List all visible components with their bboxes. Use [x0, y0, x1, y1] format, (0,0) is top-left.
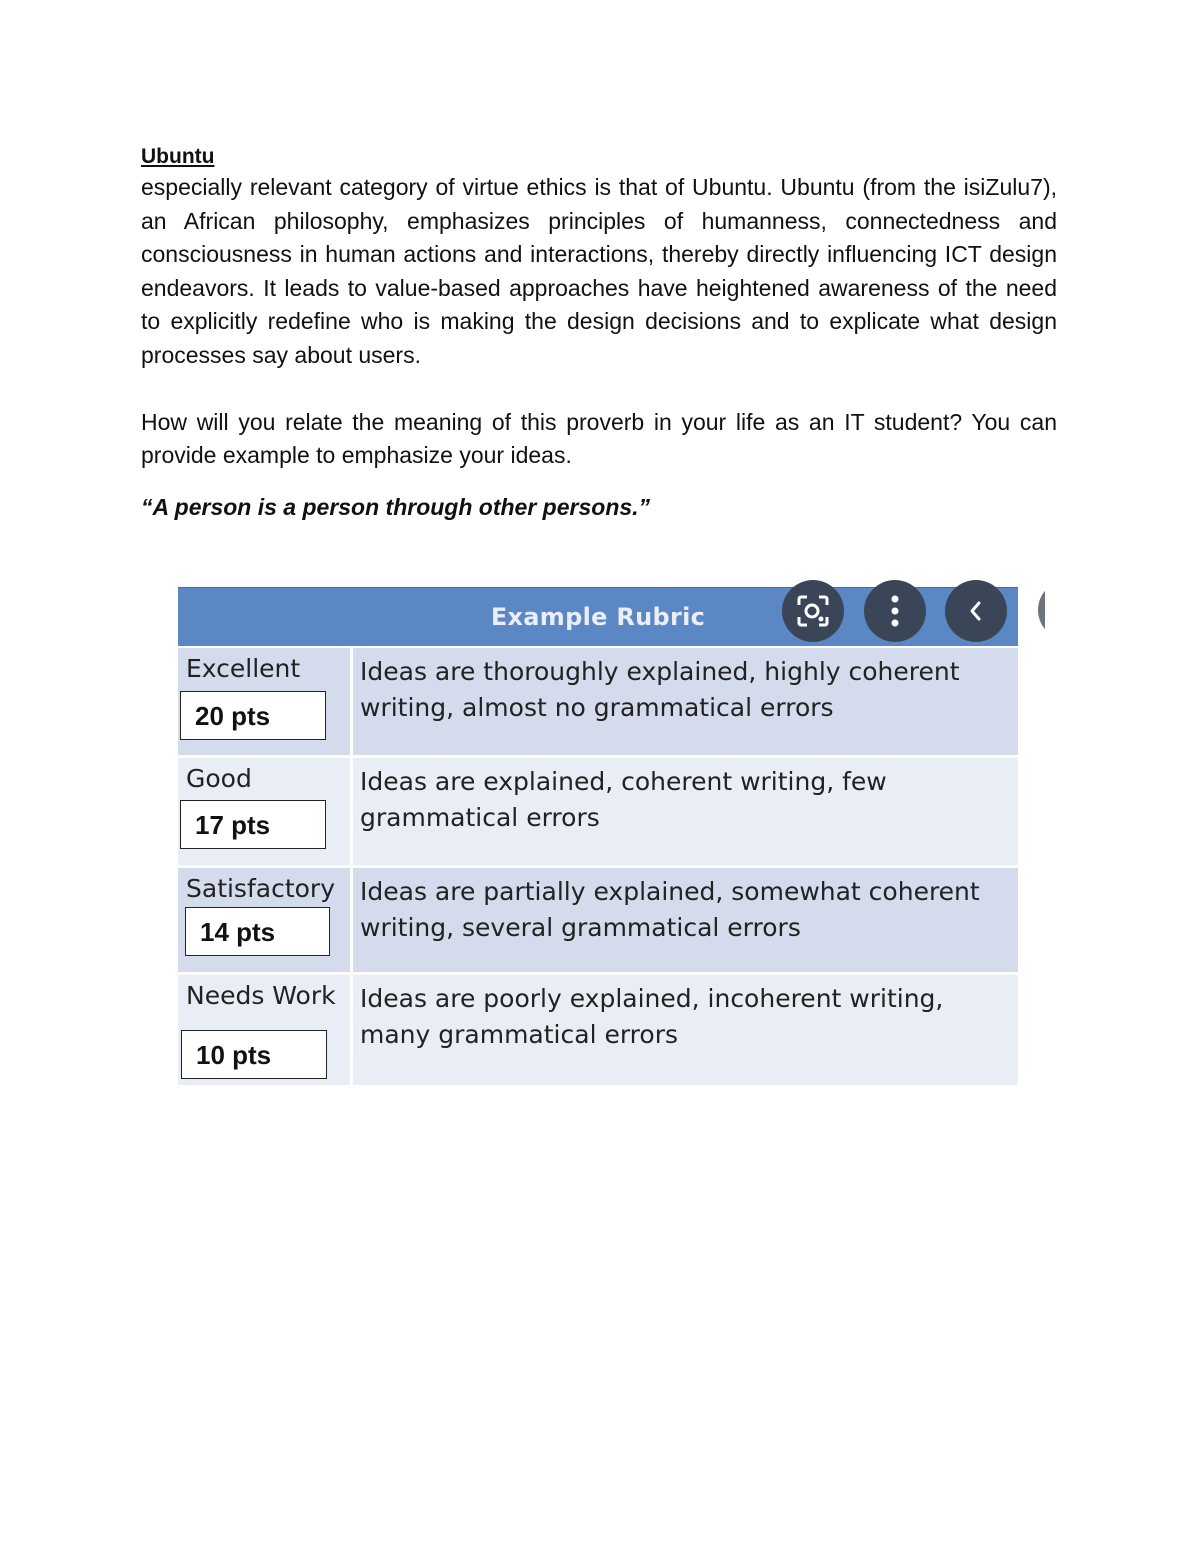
level-description: Ideas are partially explained, somewhat coherent writing, several grammatical errors: [360, 877, 980, 942]
question-paragraph: How will you relate the meaning of this proverb in your life as an IT student? You can provide example to emphasize your ideas.: [141, 408, 1057, 469]
lens-button[interactable]: [782, 580, 844, 642]
level-label: Satisfactory: [186, 874, 335, 903]
intro-paragraph: especially relevant category of virtue ethics is that of Ubuntu. Ubuntu (from the isiZulu7), an African philosophy, emphasizes principles of humanness, connectedness and consciousness in human actions and interactions, thereby directly influencing ICT design endeavors. It leads to value-based approaches have heightened awareness of the need to explicitly redefine who is making the design decisions and to explicate what design processes say about users.: [141, 174, 1057, 368]
back-button[interactable]: [945, 580, 1007, 642]
points-box: 10 pts: [181, 1030, 327, 1079]
proverb-quote: “A person is a person through other persons.”: [141, 493, 651, 520]
points-box: 14 pts: [185, 907, 330, 956]
points-box: 17 pts: [180, 800, 326, 849]
level-label: Excellent: [186, 654, 301, 683]
rubric-title: Example Rubric: [490, 603, 706, 631]
rubric-row-good: [178, 758, 1018, 865]
lens-icon: [795, 593, 831, 629]
more-vert-icon: [890, 594, 900, 628]
chevron-left-icon: [967, 600, 985, 622]
level-label: Good: [186, 764, 252, 793]
level-description: Ideas are poorly explained, incoherent writing, many grammatical errors: [360, 984, 944, 1049]
rubric-image: [178, 580, 1045, 1090]
rubric-row-satisfactory: [178, 868, 1018, 972]
rubric-row-needs-work: [178, 975, 1018, 1085]
more-options-button[interactable]: [864, 580, 926, 642]
level-description: Ideas are thoroughly explained, highly coherent writing, almost no grammatical errors: [360, 657, 960, 722]
rubric-row-excellent: [178, 648, 1018, 755]
partial-control: [1038, 580, 1045, 640]
document-body: [141, 143, 1057, 524]
level-description: Ideas are explained, coherent writing, few grammatical errors: [360, 767, 887, 832]
points-box: 20 pts: [180, 691, 326, 740]
level-label: Needs Work: [186, 981, 336, 1010]
section-heading: Ubuntu: [141, 145, 215, 168]
